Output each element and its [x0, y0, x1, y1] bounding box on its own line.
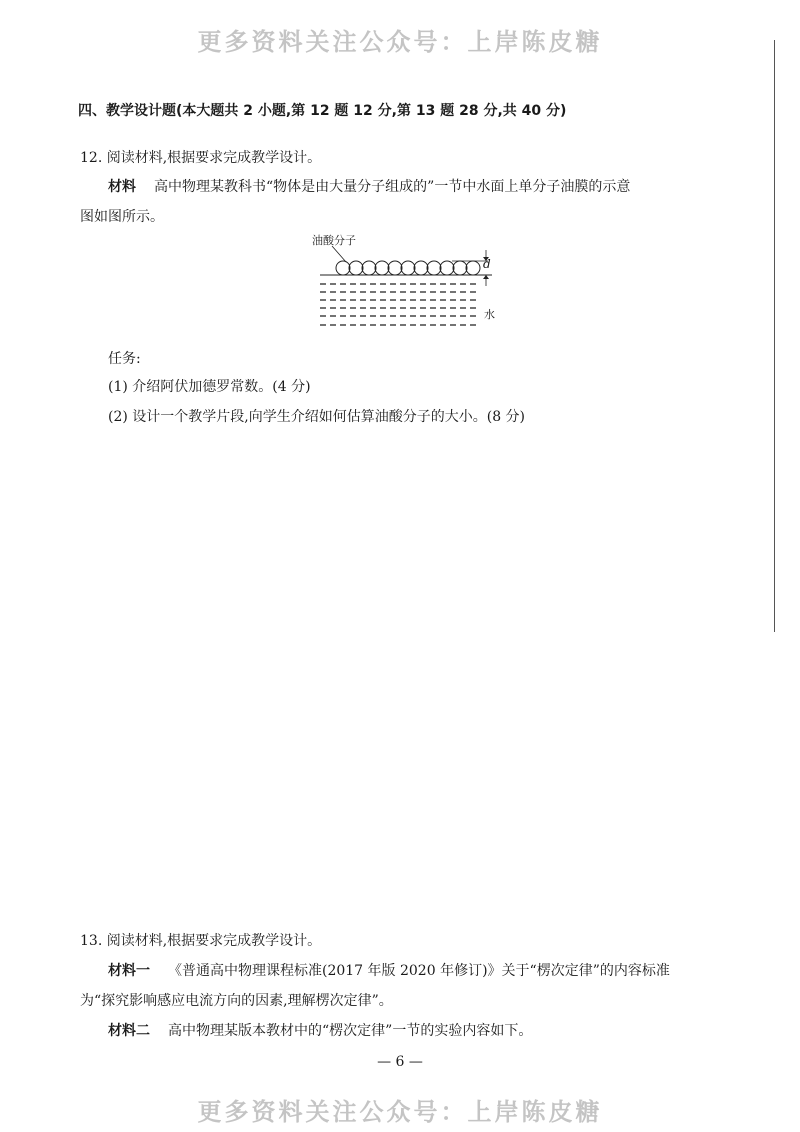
oil-molecule-label: 油酸分子 — [312, 234, 356, 247]
thickness-arrowhead-bottom — [483, 275, 489, 279]
label-pointer-line — [332, 246, 346, 262]
oil-molecule — [362, 261, 376, 275]
oil-molecule — [453, 261, 467, 275]
q12-material-text-1: 高中物理某教科书“物体是由大量分子组成的”一节中水面上单分子油膜的示意 — [154, 179, 631, 195]
q12-task-1: (1) 介绍阿伏加德罗常数。(4 分) — [108, 379, 311, 395]
q12-task-label: 任务: — [108, 351, 141, 367]
q13-material1-label: 材料一 — [108, 963, 150, 979]
q12-material-line-2: 图如图所示。 — [80, 209, 164, 225]
q12-material-line-1 — [108, 176, 630, 196]
water-label: 水 — [484, 308, 495, 321]
watermark-top: 更多资料关注公众号：上岸陈皮糖 — [197, 28, 603, 56]
oil-molecule — [440, 261, 454, 275]
oil-film-figure — [312, 232, 502, 342]
oil-molecules — [336, 261, 480, 275]
margin-rule — [774, 40, 775, 632]
q13-stem: 13. 阅读材料,根据要求完成教学设计。 — [80, 933, 322, 949]
q13-material1-text-1: 《普通高中物理课程标准(2017 年版 2020 年修订)》关于“楞次定律”的内容标准 — [168, 963, 670, 979]
thickness-label: d — [483, 257, 491, 271]
q13-material2-label: 材料二 — [108, 1023, 150, 1039]
q12-task-2: (2) 设计一个教学片段,向学生介绍如何估算油酸分子的大小。(8 分) — [108, 409, 526, 425]
oil-molecule — [388, 261, 402, 275]
oil-molecule — [401, 261, 415, 275]
oil-molecule — [336, 261, 350, 275]
page-number: — 6 — — [377, 1054, 423, 1070]
section-title: 四、教学设计题(本大题共 2 小题,第 12 题 12 分,第 13 题 28 分,共 40 分) — [78, 103, 567, 119]
water-lines — [320, 284, 480, 325]
oil-film-diagram — [312, 232, 502, 342]
oil-molecule — [427, 261, 441, 275]
watermark-bottom: 更多资料关注公众号：上岸陈皮糖 — [197, 1098, 603, 1126]
q13-material2-text: 高中物理某版本教材中的“楞次定律”一节的实验内容如下。 — [168, 1023, 533, 1039]
oil-molecule — [349, 261, 363, 275]
q12-stem: 12. 阅读材料,根据要求完成教学设计。 — [80, 150, 322, 166]
oil-molecule — [375, 261, 389, 275]
q13-material1-line-2: 为“探究影响感应电流方向的因素,理解楞次定律”。 — [80, 993, 393, 1009]
oil-molecule — [466, 261, 480, 275]
q13-material1-line-1 — [108, 960, 670, 980]
q13-material2-line — [108, 1020, 532, 1040]
q12-material-label: 材料 — [108, 179, 136, 195]
oil-molecule — [414, 261, 428, 275]
